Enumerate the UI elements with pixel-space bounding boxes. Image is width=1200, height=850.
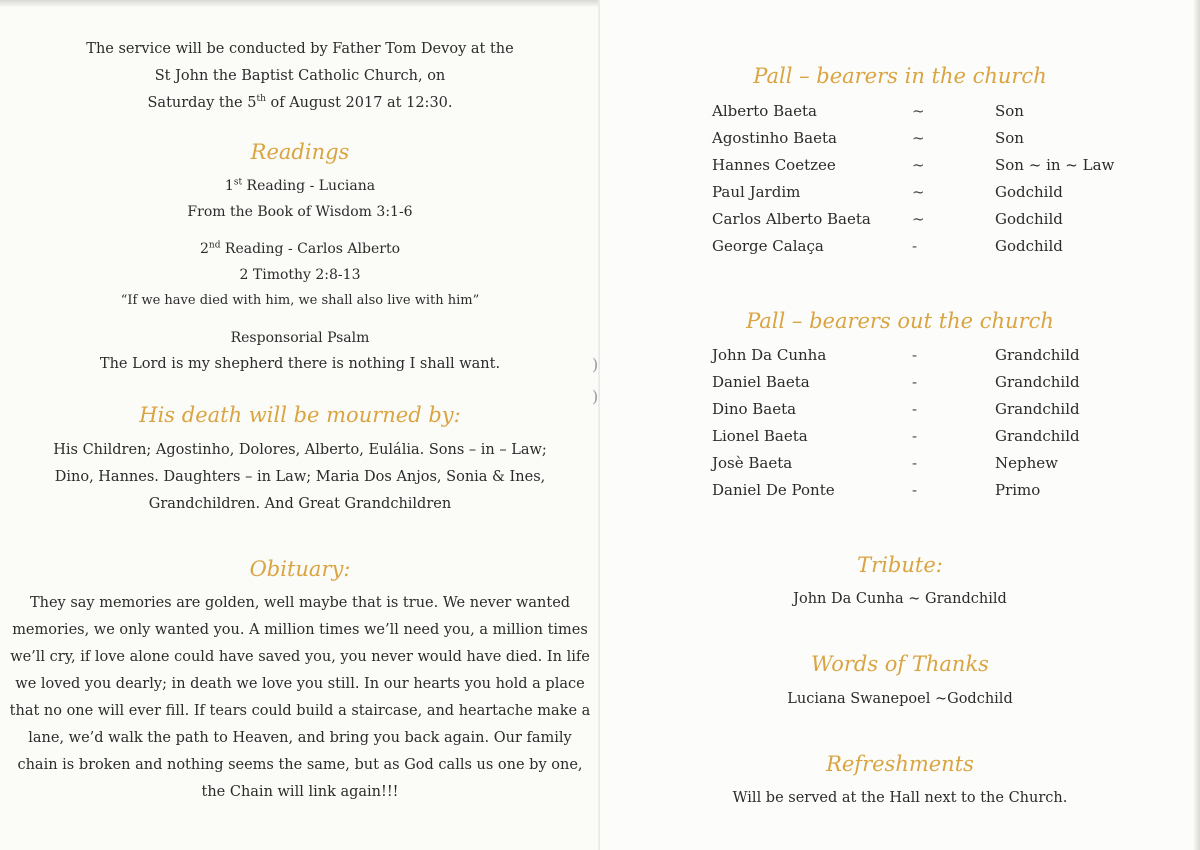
table-row [712,395,1135,422]
bearer-relation: Grandchild [995,426,1080,445]
service-line: The service will be conducted by Father Tom Devoy at the [86,41,514,57]
tribute-text: John Da Cunha ~ Grandchild [793,591,1007,607]
refreshments-text: Will be served at the Hall next to the Church. [732,790,1068,806]
separator: - [912,345,918,364]
bearer-relation: Primo [995,480,1041,499]
separator: - [912,480,918,499]
table-row [712,205,1135,232]
table-row [712,341,1135,368]
obituary-line: we’ll cry, if love alone could have saved you, you never would have died. In life [10,649,590,665]
paper-top-edge [0,0,600,7]
obituary-line: chain is broken and nothing seems the same, but as God calls us one by one, [17,757,583,773]
service-line: St John the Baptist Catholic Church, on [154,68,446,84]
obituary-line: memories, we only wanted you. A million times we’ll need you, a million times [12,622,588,638]
obituary-line: lane, we’d walk the path to Heaven, and bring you back again. Our family [28,730,572,746]
obituary-line: the Chain will link again!!! [201,784,399,800]
bearer-relation: Godchild [995,182,1063,201]
bearer-relation: Nephew [995,453,1058,472]
pall-in-heading: Pall – bearers in the church [753,64,1047,88]
bearer-name: Hannes Coetzee [712,155,836,174]
mourned-heading: His death will be mourned by: [139,403,461,427]
separator: - [912,236,918,255]
table-row [712,124,1135,151]
readings-heading: Readings [250,140,350,164]
obituary-text [0,590,600,806]
mourned-line: Dino, Hannes. Daughters – in Law; Maria Dos Anjos, Sonia & Ines, [54,469,546,485]
separator: - [912,399,918,418]
bearer-name: Alberto Baeta [712,101,817,120]
pall-in-table [712,97,1135,259]
obituary-heading: Obituary: [249,557,351,581]
psalm-title: Responsorial Psalm [230,330,370,346]
table-row [712,97,1135,124]
separator: ~ [912,128,925,147]
pall-out-table [712,341,1135,503]
separator: - [912,426,918,445]
bearer-name: John Da Cunha [712,345,827,364]
right-page [600,0,1200,850]
bearer-name: Dino Baeta [712,399,797,418]
tribute-heading: Tribute: [857,553,943,577]
bearer-name: Agostinho Baeta [712,128,837,147]
obituary-line: we loved you dearly; in death we love you still. In our hearts you hold a place [15,676,585,692]
bearer-name: Josè Baeta [712,453,793,472]
separator: ~ [912,101,925,120]
staple-mark: ) [592,387,599,406]
obituary-line: They say memories are golden, well maybe that is true. We never wanted [29,595,571,611]
pall-out-heading: Pall – bearers out the church [746,309,1054,333]
service-date: Saturday the 5th of August 2017 at 12:30. [147,94,453,111]
thanks-text: Luciana Swanepoel ~Godchild [787,691,1013,707]
readings-block [0,173,600,378]
paper-right-edge [1194,0,1200,850]
service-info [0,36,600,117]
bearer-name: Daniel Baeta [712,372,810,391]
obituary-line: that no one will ever fill. If tears could build a staircase, and heartache make a [9,703,591,719]
separator: ~ [912,182,925,201]
separator: ~ [912,155,925,174]
table-row [712,422,1135,449]
bearer-relation: Grandchild [995,399,1080,418]
separator: - [912,453,918,472]
bearer-relation: Grandchild [995,345,1080,364]
staple-mark: ) [592,355,599,374]
bearer-relation: Grandchild [995,372,1080,391]
bearer-name: George Calaça [712,236,824,255]
reading-quote: “If we have died with him, we shall also live with him” [120,293,480,308]
psalm-text: The Lord is my shepherd there is nothing I shall want. [99,356,501,372]
bearer-relation: Godchild [995,209,1063,228]
bearer-name: Lionel Baeta [712,426,808,445]
bearer-name: Paul Jardim [712,182,801,201]
bearer-relation: Son [995,101,1024,120]
table-row [712,151,1135,178]
first-reading-source: From the Book of Wisdom 3:1-6 [187,204,413,220]
separator: - [912,372,918,391]
mourned-line: Grandchildren. And Great Grandchildren [148,496,452,512]
table-row [712,476,1135,503]
mourned-line: His Children; Agostinho, Dolores, Alberto, Eulália. Sons – in – Law; [53,442,547,458]
first-reading: 1st Reading - Luciana [224,177,376,194]
bearer-relation: Son ~ in ~ Law [995,155,1115,174]
mourned-list [0,437,600,518]
thanks-heading: Words of Thanks [811,652,989,676]
table-row [712,232,1135,259]
bearer-relation: Godchild [995,236,1063,255]
refreshments-heading: Refreshments [826,752,974,776]
bearer-relation: Son [995,128,1024,147]
second-reading: 2nd Reading - Carlos Alberto [199,240,401,257]
separator: ~ [912,209,925,228]
bearer-name: Carlos Alberto Baeta [712,209,871,228]
table-row [712,178,1135,205]
bearer-name: Daniel De Ponte [712,480,835,499]
second-reading-source: 2 Timothy 2:8-13 [239,267,361,283]
table-row [712,368,1135,395]
table-row [712,449,1135,476]
